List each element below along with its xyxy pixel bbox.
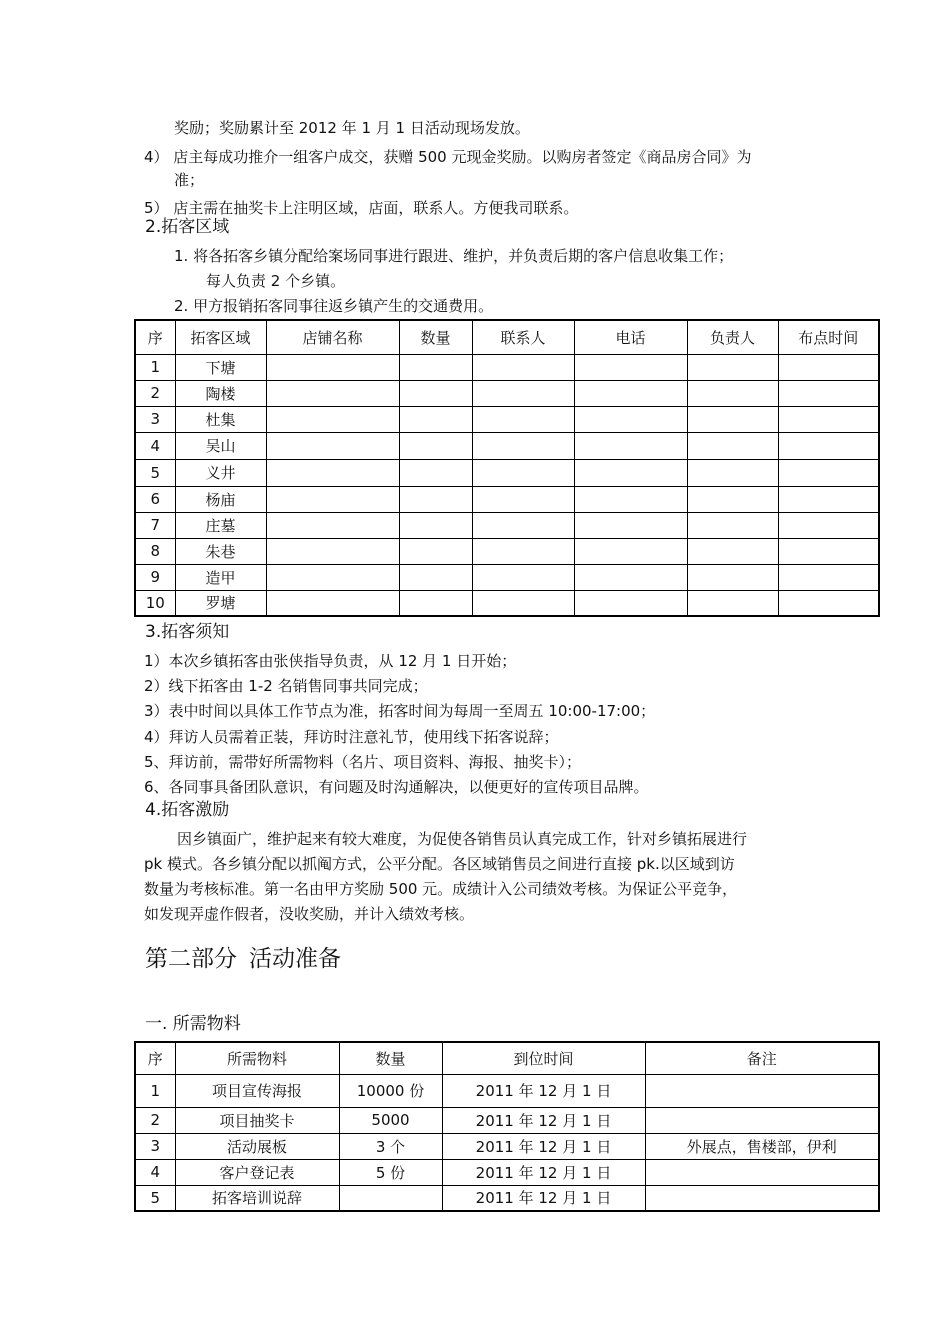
table-row — [135, 1159, 879, 1185]
table-row — [135, 354, 879, 380]
cell: 罗塘 — [175, 590, 266, 616]
table-header-row — [135, 320, 879, 354]
cell: 杜集 — [175, 406, 266, 432]
cell: 1 — [135, 1074, 175, 1107]
header-cell: 联系人 — [472, 320, 574, 354]
cell: 1 — [135, 354, 175, 380]
header-cell: 数量 — [399, 320, 472, 354]
cell: 3 — [135, 406, 175, 432]
paragraph-line: 如发现弄虚作假者，没收奖励，并计入绩效考核。 — [144, 905, 475, 923]
cell: 7 — [135, 512, 175, 538]
cell: 项目抽奖卡 — [175, 1107, 339, 1133]
cell: 2011 年 12 月 1 日 — [442, 1159, 645, 1185]
section-heading: 3.拓客须知 — [145, 622, 230, 642]
text-line: 5） 店主需在抽奖卡上注明区域，店面，联系人。方便我司联系。 — [144, 199, 579, 217]
cell: 陶楼 — [175, 380, 266, 406]
cell: 10000 份 — [339, 1074, 442, 1107]
table-row — [135, 1133, 879, 1159]
section-heading: 2.拓客区域 — [145, 217, 230, 237]
header-cell: 备注 — [645, 1042, 879, 1074]
cell — [339, 1185, 442, 1211]
text-line: 1. 将各拓客乡镇分配给案场同事进行跟进、维护，并负责后期的客户信息收集工作； — [174, 247, 734, 265]
cell: 2011 年 12 月 1 日 — [442, 1074, 645, 1107]
header-cell: 数量 — [339, 1042, 442, 1074]
part-title-text: 活动准备 — [249, 946, 341, 972]
paragraph-line: 因乡镇面广，维护起来有较大难度，为促使各销售员认真完成工作，针对乡镇拓展进行 — [177, 830, 748, 848]
cell: 9 — [135, 564, 175, 590]
table-row — [135, 380, 879, 406]
cell: 2011 年 12 月 1 日 — [442, 1107, 645, 1133]
header-cell: 电话 — [574, 320, 687, 354]
header-cell: 序 — [135, 1042, 175, 1074]
table-row — [135, 538, 879, 564]
text-line: 准； — [174, 171, 205, 189]
part-title-number: 第二部分 — [145, 946, 237, 972]
cell: 2011 年 12 月 1 日 — [442, 1133, 645, 1159]
cell: 6 — [135, 486, 175, 512]
cell: 外展点，售楼部，伊利 — [645, 1133, 879, 1159]
cell — [645, 1074, 879, 1107]
table-row — [135, 512, 879, 538]
paragraph-line: pk 模式。各乡镇分配以抓阄方式，公平分配。各区域销售员之间进行直接 pk.以区域到访 — [144, 855, 735, 873]
table-row — [135, 1185, 879, 1211]
cell: 2 — [135, 380, 175, 406]
area-table — [134, 319, 880, 617]
text-line: 5、拜访前，需带好所需物料（名片、项目资料、海报、抽奖卡）； — [144, 753, 582, 771]
header-cell: 店铺名称 — [266, 320, 399, 354]
cell: 拓客培训说辞 — [175, 1185, 339, 1211]
cell: 5 — [135, 1185, 175, 1211]
header-cell: 所需物料 — [175, 1042, 339, 1074]
cell — [645, 1159, 879, 1185]
cell: 义井 — [175, 459, 266, 486]
table-row — [135, 564, 879, 590]
section-heading: 4.拓客激励 — [145, 800, 230, 820]
header-cell: 布点时间 — [778, 320, 879, 354]
cell: 4 — [135, 1159, 175, 1185]
cell: 朱巷 — [175, 538, 266, 564]
text-line: 2. 甲方报销拓客同事往返乡镇产生的交通费用。 — [174, 297, 494, 315]
table-row — [135, 432, 879, 459]
cell: 2 — [135, 1107, 175, 1133]
cell: 杨庙 — [175, 486, 266, 512]
text-line: 3）表中时间以具体工作节点为准，拓客时间为每周一至周五 10:00-17:00； — [144, 702, 656, 720]
text-line: 1）本次乡镇拓客由张侠指导负责，从 12 月 1 日开始； — [144, 652, 517, 670]
cell: 吴山 — [175, 432, 266, 459]
cell: 5 — [135, 459, 175, 486]
cell: 庄墓 — [175, 512, 266, 538]
cell — [645, 1107, 879, 1133]
cell: 活动展板 — [175, 1133, 339, 1159]
cell: 8 — [135, 538, 175, 564]
cell: 3 — [135, 1133, 175, 1159]
cell: 4 — [135, 432, 175, 459]
table-row — [135, 459, 879, 486]
cell: 下塘 — [175, 354, 266, 380]
table-row — [135, 486, 879, 512]
cell: 项目宣传海报 — [175, 1074, 339, 1107]
table-row — [135, 1074, 879, 1107]
header-cell: 序 — [135, 320, 175, 354]
cell: 10 — [135, 590, 175, 616]
table-header-row — [135, 1042, 879, 1074]
table-row — [135, 406, 879, 432]
table-row — [135, 1107, 879, 1133]
cell: 3 个 — [339, 1133, 442, 1159]
table-row — [135, 590, 879, 616]
paragraph-line: 数量为考核标准。第一名由甲方奖励 500 元。成绩计入公司绩效考核。为保证公平竞争， — [144, 880, 738, 898]
subsection-heading: 一. 所需物料 — [145, 1014, 241, 1034]
cell — [645, 1185, 879, 1211]
cell: 5000 — [339, 1107, 442, 1133]
cell: 客户登记表 — [175, 1159, 339, 1185]
header-cell: 到位时间 — [442, 1042, 645, 1074]
materials-table — [134, 1041, 880, 1212]
text-line: 奖励；奖励累计至 2012 年 1 月 1 日活动现场发放。 — [174, 119, 530, 137]
text-line: 6、各同事具备团队意识，有问题及时沟通解决，以便更好的宣传项目品牌。 — [144, 778, 649, 796]
text-line: 每人负责 2 个乡镇。 — [206, 272, 346, 290]
part-title — [145, 944, 341, 974]
cell: 5 份 — [339, 1159, 442, 1185]
cell: 2011 年 12 月 1 日 — [442, 1185, 645, 1211]
cell: 造甲 — [175, 564, 266, 590]
text-line: 4） 店主每成功推介一组客户成交，获赠 500 元现金奖励。以购房者签定《商品房合同》为 — [144, 148, 752, 166]
text-line: 2）线下拓客由 1-2 名销售同事共同完成； — [144, 677, 428, 695]
text-line: 4）拜访人员需着正装，拜访时注意礼节，使用线下拓客说辞； — [144, 728, 559, 746]
header-cell: 负责人 — [687, 320, 778, 354]
header-cell: 拓客区域 — [175, 320, 266, 354]
